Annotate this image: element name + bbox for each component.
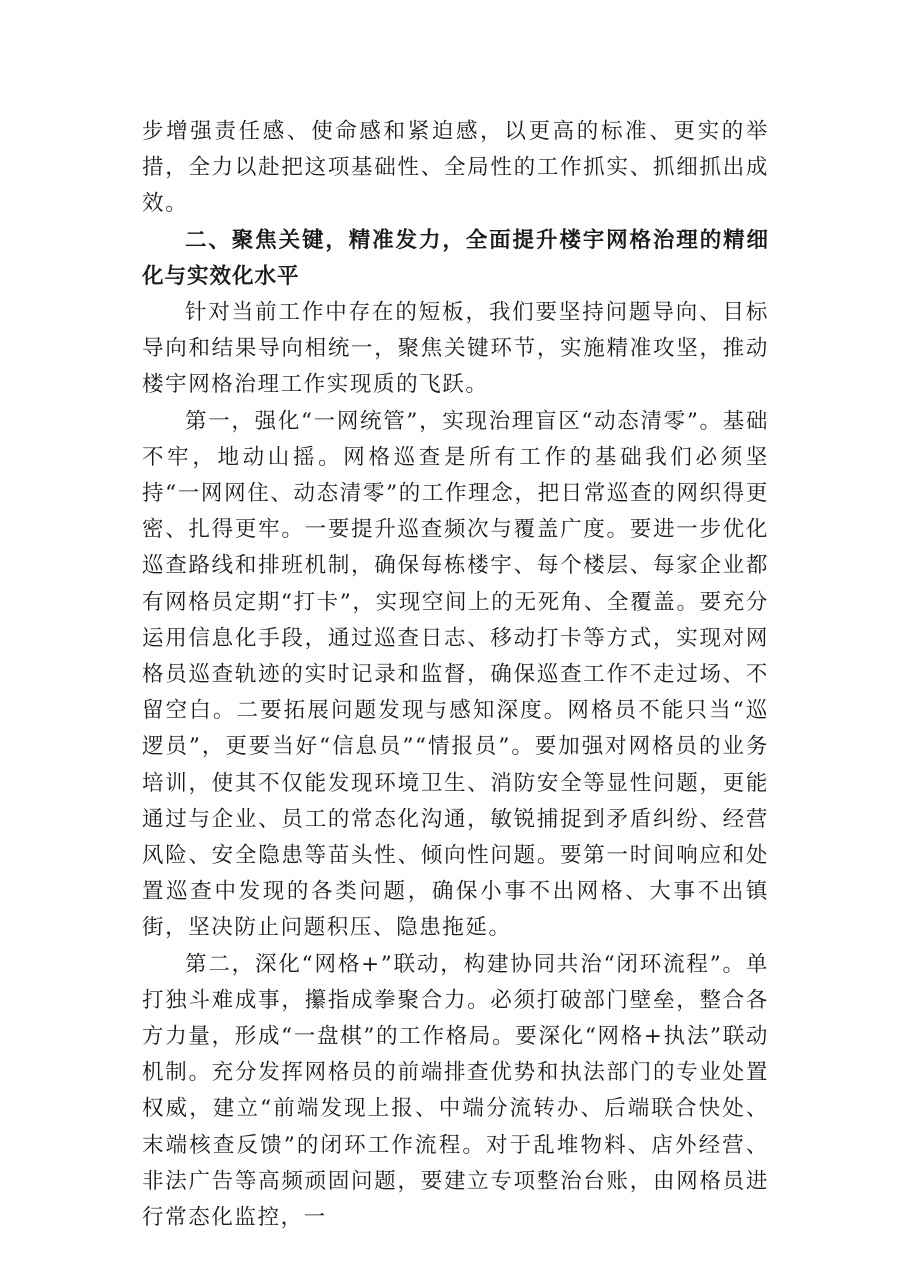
section-heading: 二、聚焦关键，精准发力，全面提升楼宇网格治理的精细化与实效化水平 — [142, 227, 769, 289]
paragraph-continuation: 步增强责任感、使命感和紧迫感，以更高的标准、更实的举措，全力以赴把这项基础性、全局性的工作抓实、抓细抓出成效。 — [142, 119, 769, 217]
document-body — [142, 114, 769, 1236]
paragraph-intro: 针对当前工作中存在的短板，我们要坚持问题导向、目标导向和结果导向相统一，聚焦关键环节，实施精准攻坚，推动楼宇网格治理工作实现质的飞跃。 — [142, 300, 769, 398]
paragraph-point-two: 第二，深化“网格+”联动，构建协同共治“闭环流程”。单打独斗难成事，攥指成拳聚合力。必须打破部门壁垒，整合各方力量，形成“一盘棋”的工作格局。要深化“网格+执法”联动机制。充分发挥网格员的前端排查优势和执法部门的专业处置权威，建立“前端发现上报、中端分流转办、后端联合快处、末端核查反馈”的闭环工作流程。对于乱堆物料、店外经营、非法广告等高频顽固问题，要建立专项整治台账，由网格员进行常态化监控，一 — [142, 951, 769, 1231]
paragraph-point-one: 第一，强化“一网统管”，实现治理盲区“动态清零”。基础不牢，地动山摇。网格巡查是所有工作的基础我们必须坚持“一网网住、动态清零”的工作理念，把日常巡查的网织得更密、扎得更牢。一要提升巡查频次与覆盖广度。要进一步优化巡查路线和排班机制，确保每栋楼宇、每个楼层、每家企业都有网格员定期“打卡”，实现空间上的无死角、全覆盖。要充分运用信息化手段，通过巡查日志、移动打卡等方式，实现对网格员巡查轨迹的实时记录和监督，确保巡查工作不走过场、不留空白。二要拓展问题发现与感知深度。网格员不能只当“巡逻员”，更要当好“信息员”“情报员”。要加强对网格员的业务培训，使其不仅能发现环境卫生、消防安全等显性问题，更能通过与企业、员工的常态化沟通，敏锐捕捉到矛盾纠纷、经营风险、安全隐患等苗头性、倾向性问题。要第一时间响应和处置巡查中发现的各类问题，确保小事不出网格、大事不出镇街，坚决防止问题积压、隐患拖延。 — [142, 408, 769, 941]
